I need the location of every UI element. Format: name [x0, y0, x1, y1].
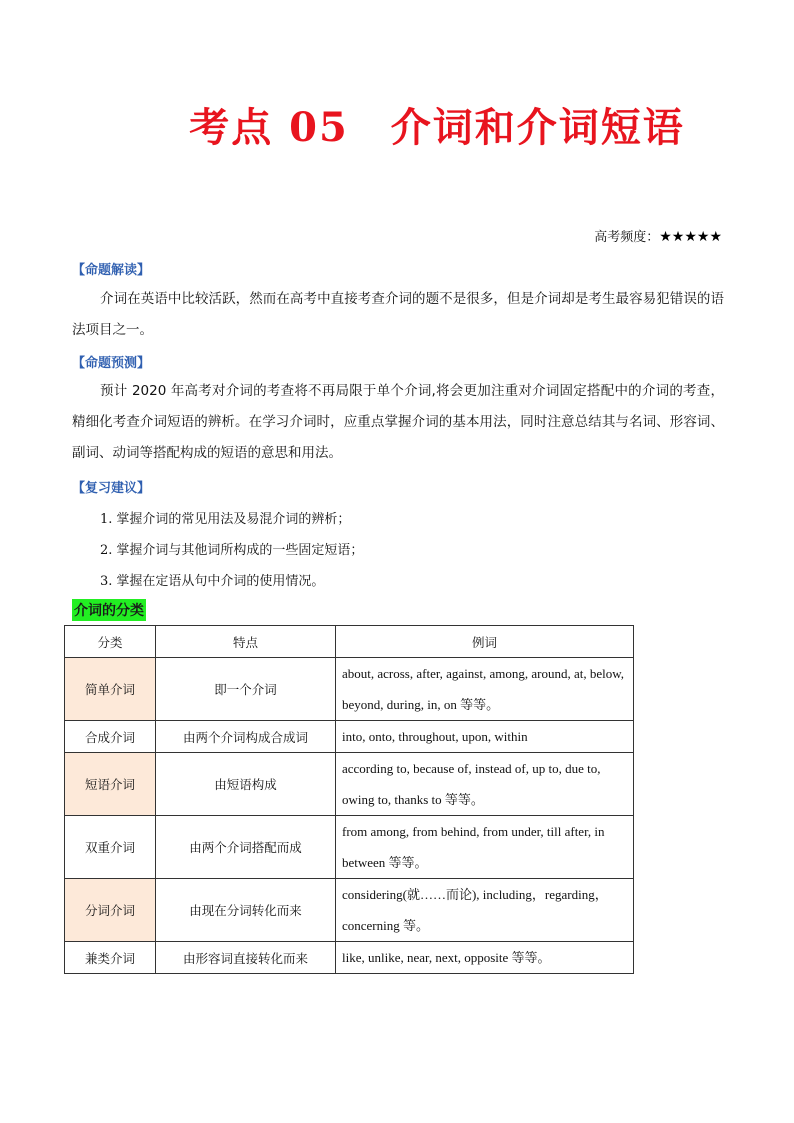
title-topic-name: 介词和介词短语 — [390, 104, 685, 151]
classification-table — [64, 625, 634, 974]
cell-type: 短语介词 — [65, 753, 156, 816]
classification-heading: 介词的分类 — [72, 599, 146, 621]
review-item-3 — [100, 570, 324, 589]
table-row — [65, 753, 634, 816]
review-item-text: 掌握介词的常见用法及易混介词的辨析； — [116, 512, 351, 527]
title-topic-number: 考点 05 — [189, 104, 349, 151]
cell-type: 兼类介词 — [65, 942, 156, 974]
review-item-text: 掌握介词与其他词所构成的一些固定短语； — [116, 543, 364, 558]
interpretation-text: 介词在英语中比较活跃，然而在高考中直接考查介词的题不是很多，但是介词却是考生最容易犯错误的语法项目之一。 — [72, 291, 724, 338]
table-row — [65, 816, 634, 879]
table-row — [65, 721, 634, 753]
frequency-stars: ★★★★★ — [659, 229, 722, 245]
cell-type: 双重介词 — [65, 816, 156, 879]
cell-feature: 由形容词直接转化而来 — [156, 942, 336, 974]
cell-examples: according to, because of, instead of, up to, due to, owing to, thanks to 等等。 — [336, 753, 634, 816]
table-row — [65, 942, 634, 974]
cell-feature: 由两个介词构成合成词 — [156, 721, 336, 753]
prediction-text: 预计 2020 年高考对介词的考查将不再局限于单个介词,将会更加注重对介词固定搭配中的介词的考查，精细化考查介词短语的辨析。在学习介词时，应重点掌握介词的基本用法，同时注意总结其与名词、形容词、副词、动词等搭配构成的短语的意思和用法。 — [72, 383, 724, 461]
review-item-number: 2. — [100, 543, 113, 558]
cell-type: 分词介词 — [65, 879, 156, 942]
frequency-label: 高考频度： — [594, 230, 660, 245]
header-examples: 例词 — [336, 626, 634, 658]
review-heading: 【复习建议】 — [72, 481, 151, 496]
page-title — [0, 96, 794, 153]
table-row — [65, 658, 634, 721]
review-item-text: 掌握在定语从句中介词的使用情况。 — [116, 574, 325, 589]
cell-examples: into, onto, throughout, upon, within — [336, 721, 634, 753]
cell-type: 简单介词 — [65, 658, 156, 721]
review-item-number: 1. — [100, 512, 113, 527]
review-item-number: 3. — [100, 574, 113, 589]
cell-examples: like, unlike, near, next, opposite 等等。 — [336, 942, 634, 974]
header-type: 分类 — [65, 626, 156, 658]
review-item-2 — [100, 539, 363, 558]
table-row — [65, 879, 634, 942]
header-feature: 特点 — [156, 626, 336, 658]
review-item-1 — [100, 508, 350, 527]
cell-feature: 由短语构成 — [156, 753, 336, 816]
cell-feature: 由现在分词转化而来 — [156, 879, 336, 942]
cell-examples: about, across, after, against, among, around, at, below, beyond, during, in, on 等等。 — [336, 658, 634, 721]
interpretation-heading: 【命题解读】 — [72, 263, 151, 278]
cell-feature: 即一个介词 — [156, 658, 336, 721]
cell-examples: considering(就……而论), including，regarding，concerning 等。 — [336, 879, 634, 942]
exam-frequency — [594, 226, 722, 245]
table-header-row — [65, 626, 634, 658]
cell-examples: from among, from behind, from under, till after, in between 等等。 — [336, 816, 634, 879]
cell-feature: 由两个介词搭配而成 — [156, 816, 336, 879]
cell-type: 合成介词 — [65, 721, 156, 753]
prediction-heading: 【命题预测】 — [72, 356, 151, 371]
